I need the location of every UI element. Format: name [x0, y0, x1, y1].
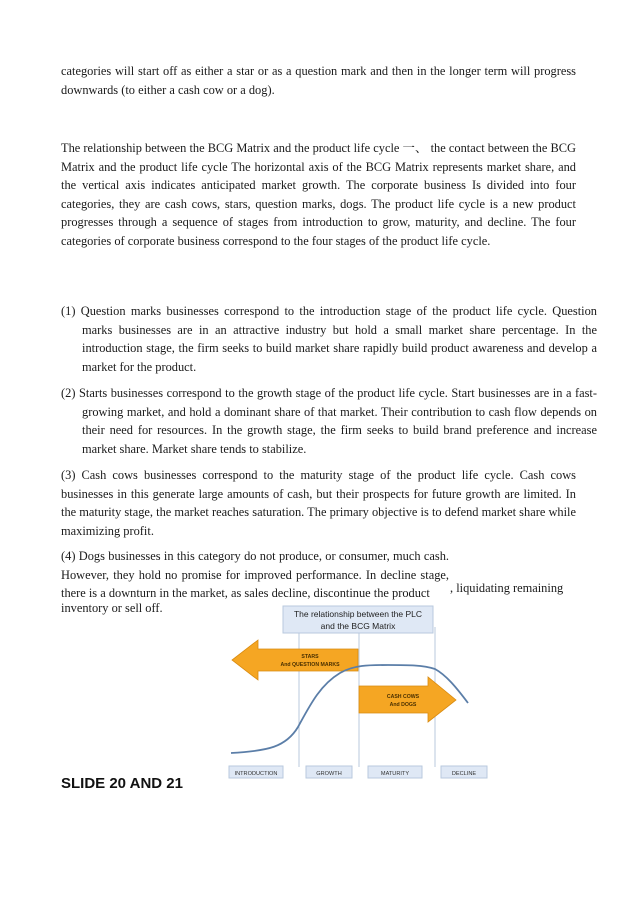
figure-title-line2: and the BCG Matrix — [320, 621, 396, 631]
item-dogs-end: inventory or sell off. — [61, 601, 163, 615]
stage-label-decline: DECLINE — [451, 771, 477, 777]
relationship-paragraph: The relationship between the BCG Matrix and the product life cycle 一、 the contact between the BCG Matrix and the product life cycle The horizontal axis of the BCG Matrix represents market share, and the vertical axis indicates anticipated market growth. The corporate business Is divided into four categories, they are cash cows, stars, question marks, dogs. The product life cycle is a new product progresses through a sequence of stages from introduction to grow, maturity, and decline. The four categories of corporate business correspond to the four stages of the product life cycle. — [61, 141, 576, 248]
plc-bcg-diagram — [228, 605, 488, 780]
item-dogs — [61, 547, 449, 603]
figure-title-line1: The relationship between the PLC — [293, 609, 423, 619]
item-cash-cows: (3) Cash cows businesses correspond to the maturity stage of the product life cycle. Cash cows businesses in this generate large amounts of cash, but their prospects for future growth are limited. In the maturity stage, the market reaches saturation. The primary objective is to defend market share while maximizing profit. — [61, 468, 576, 538]
intro-paragraph: categories will start off as either a star or as a question mark and then in the longer term will progress downwards (to either a cash cow or a dog). — [61, 64, 576, 97]
item-dogs-tail: , liquidating remaining — [450, 581, 564, 595]
item-dogs-text: (4) Dogs businesses in this category do not produce, or consumer, much cash. However, they hold no promise for improved performance. In decline stage, there is a downturn in the market, as sales decline, discontinue the product — [61, 549, 449, 601]
arrow-right-label1: CASH COWS — [386, 694, 420, 700]
slide-title: SLIDE 20 AND 21 — [61, 775, 183, 792]
item-question-marks: (1) Question marks businesses correspond to the introduction stage of the product life cycle. Question marks businesses are in an attractive industry but hold a small market share percentage. In the introduction stage, the firm seeks to build market share rapidly build product awareness and develop a market for the product. — [61, 304, 597, 374]
plc-bcg-figure — [228, 605, 488, 780]
arrow-left-label1: STARS — [301, 654, 319, 660]
stage-label-growth: GROWTH — [316, 771, 342, 777]
stage-label-introduction: INTRODUCTION — [234, 771, 278, 777]
stage-label-maturity: MATURITY — [380, 771, 410, 777]
arrow-left-label2: And QUESTION MARKS — [280, 662, 340, 668]
arrow-right-label2: And DOGS — [389, 702, 417, 708]
item-stars: (2) Starts businesses correspond to the growth stage of the product life cycle. Start businesses are in a fast-growing market, and hold a dominant share of that market. Their contribution to cash flow depends on their need for resources. In the growth stage, the firm seeks to build brand preference and increase market share. Market share tends to stabilize. — [61, 386, 597, 456]
